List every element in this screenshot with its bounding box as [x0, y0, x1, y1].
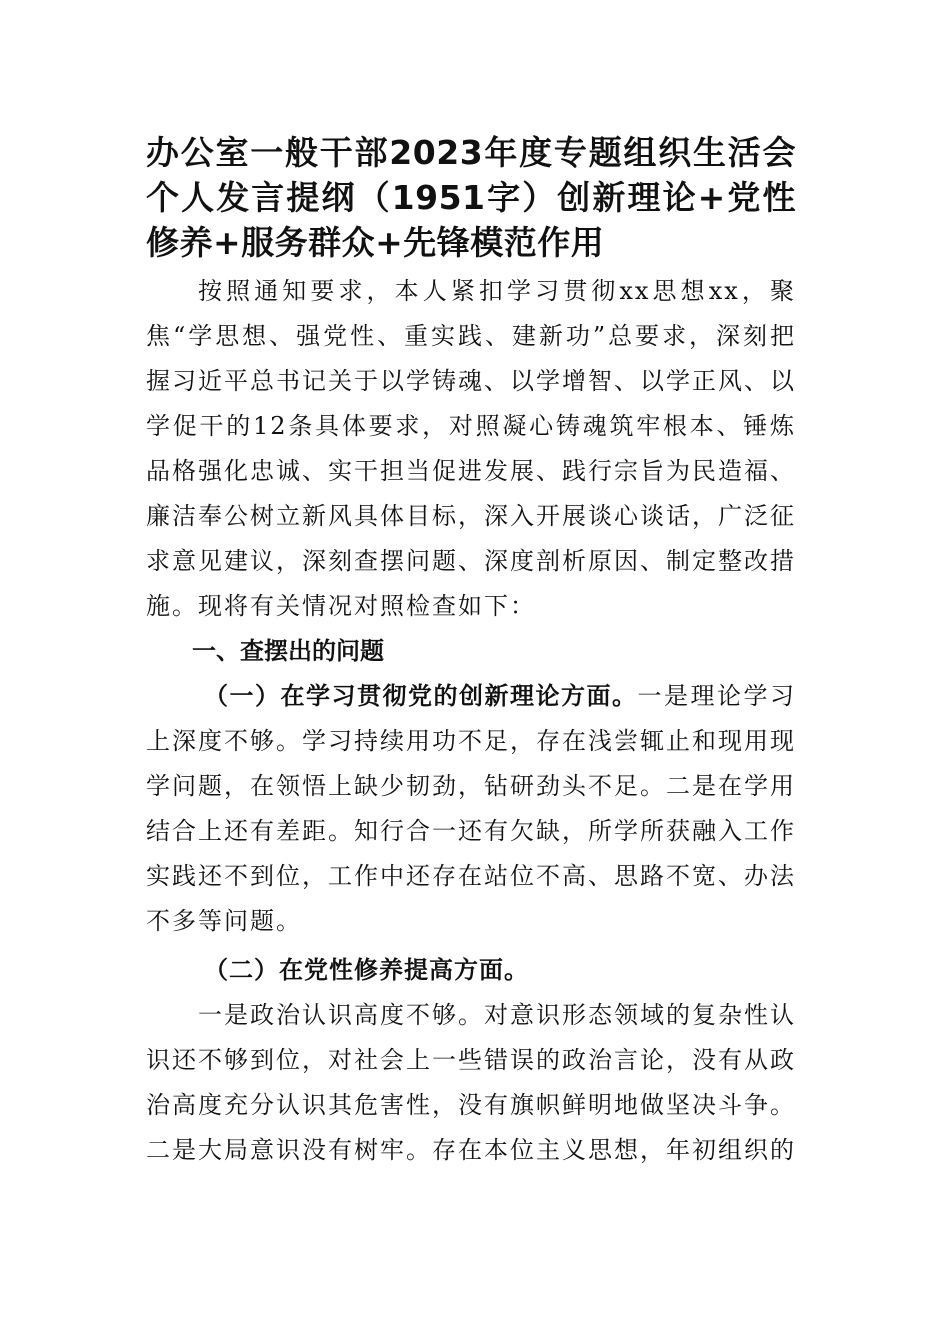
subsection-1-body: 一是理论学习上深度不够。学习持续用功不足，存在浅尝辄止和现用现学问题，在领悟上缺少韧劲，钻研劲头不足。二是在学用结合上还有差距。知行合一还有欠缺，所学所获融入工作实践还不到位，工作中还存在站位不高、思路不宽、办法不多等问题。	[146, 682, 796, 935]
document-title: 办公室一般干部2023年度专题组织生活会个人发言提纲（1951字）创新理论+党性修养+服务群众+先锋模范作用	[146, 133, 796, 262]
document-page	[146, 130, 796, 1173]
subsection-2-heading: （二）在党性修养提高方面。	[204, 956, 529, 984]
subsection-2-body: 一是政治认识高度不够。对意识形态领域的复杂性认识还不够到位，对社会上一些错误的政治言论，没有从政治高度充分认识其危害性，没有旗帜鲜明地做坚决斗争。二是大局意识没有树牢。存在本位主义思想，年初组织的	[146, 1001, 796, 1164]
subsection-1-paragraph	[146, 674, 796, 944]
subsection-1-heading: （一）在学习贯彻党的创新理论方面。	[204, 682, 638, 710]
section-heading-problems: 一、查摆出的问题	[192, 637, 384, 665]
intro-paragraph: 按照通知要求，本人紧扣学习贯彻xx思想xx，聚焦“学思想、强党性、重实践、建新功”总要求，深刻把握习近平总书记关于以学铸魂、以学增智、以学正风、以学促干的12条具体要求，对照凝心铸魂筑牢根本、锤炼品格强化忠诚、实干担当促进发展、践行宗旨为民造福、廉洁奉公树立新风具体目标，深入开展谈心谈话，广泛征求意见建议，深刻查摆问题、深度剖析原因、制定整改措施。现将有关情况对照检查如下：	[146, 277, 796, 620]
